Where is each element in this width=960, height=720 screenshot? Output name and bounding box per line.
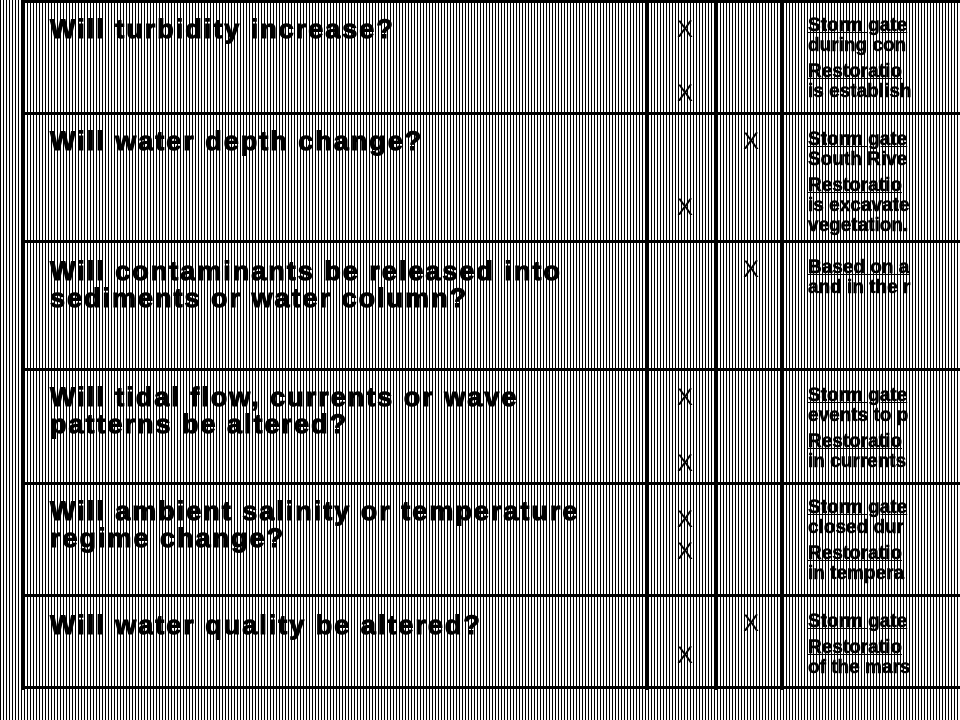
question-text: Will contaminants be released into sediments or water column? bbox=[50, 256, 562, 313]
note-line: Storm gate bbox=[808, 386, 908, 406]
note-line: of the mars bbox=[808, 658, 911, 678]
check-mark: X bbox=[742, 256, 759, 283]
row-divider bbox=[22, 240, 960, 243]
note-cell bbox=[808, 258, 960, 298]
note-cell bbox=[808, 498, 960, 584]
check-mark: X bbox=[676, 450, 693, 477]
question-text: Will water depth change? bbox=[50, 126, 424, 156]
column-divider bbox=[646, 0, 649, 690]
check-mark: X bbox=[676, 384, 693, 411]
note-line: Storm gate bbox=[808, 130, 908, 150]
note-line: Based on a bbox=[808, 258, 910, 278]
note-line: Restoratio bbox=[808, 432, 902, 452]
question-text: Will turbidity increase? bbox=[50, 14, 395, 44]
check-mark: X bbox=[676, 80, 693, 107]
check-mark: X bbox=[676, 194, 693, 221]
note-line: closed dur bbox=[808, 518, 905, 538]
row-divider bbox=[22, 594, 960, 597]
note-line: Storm gate bbox=[808, 498, 908, 518]
note-cell bbox=[808, 16, 960, 102]
note-cell bbox=[808, 130, 960, 236]
question-text: Will tidal flow, currents or wave patterns be altered? bbox=[50, 382, 519, 439]
check-mark: X bbox=[676, 16, 693, 43]
note-line: events to p bbox=[808, 406, 909, 426]
column-divider bbox=[780, 0, 783, 690]
question-text: Will water quality be altered? bbox=[50, 610, 482, 640]
note-line: Restoratio bbox=[808, 544, 902, 564]
note-line: and in the r bbox=[808, 278, 911, 298]
note-line: Restoratio bbox=[808, 638, 902, 658]
column-divider bbox=[714, 0, 717, 690]
note-line: vegetation. bbox=[808, 216, 909, 236]
note-line: during con bbox=[808, 36, 907, 56]
check-mark: X bbox=[742, 128, 759, 155]
note-line: is excavate bbox=[808, 196, 910, 216]
note-cell bbox=[808, 612, 960, 678]
check-mark: X bbox=[742, 610, 759, 637]
check-mark: X bbox=[676, 642, 693, 669]
row-divider bbox=[22, 368, 960, 371]
note-line: South Rive bbox=[808, 150, 908, 170]
note-line: Restoratio bbox=[808, 62, 902, 82]
note-line: in currents bbox=[808, 452, 907, 472]
table-left-border bbox=[22, 0, 25, 690]
check-mark: X bbox=[676, 506, 693, 533]
note-line: Storm gate bbox=[808, 16, 908, 36]
row-divider bbox=[22, 112, 960, 115]
note-line: is establish bbox=[808, 82, 912, 102]
note-line: in tempera bbox=[808, 564, 905, 584]
check-mark: X bbox=[676, 538, 693, 565]
note-cell bbox=[808, 386, 960, 472]
note-line: Storm gate bbox=[808, 612, 908, 632]
row-divider bbox=[22, 482, 960, 485]
row-divider bbox=[22, 0, 960, 3]
question-text: Will ambient salinity or temperature regime change? bbox=[50, 496, 580, 553]
note-line: Restoratio bbox=[808, 176, 902, 196]
table-bottom-border bbox=[22, 686, 960, 689]
